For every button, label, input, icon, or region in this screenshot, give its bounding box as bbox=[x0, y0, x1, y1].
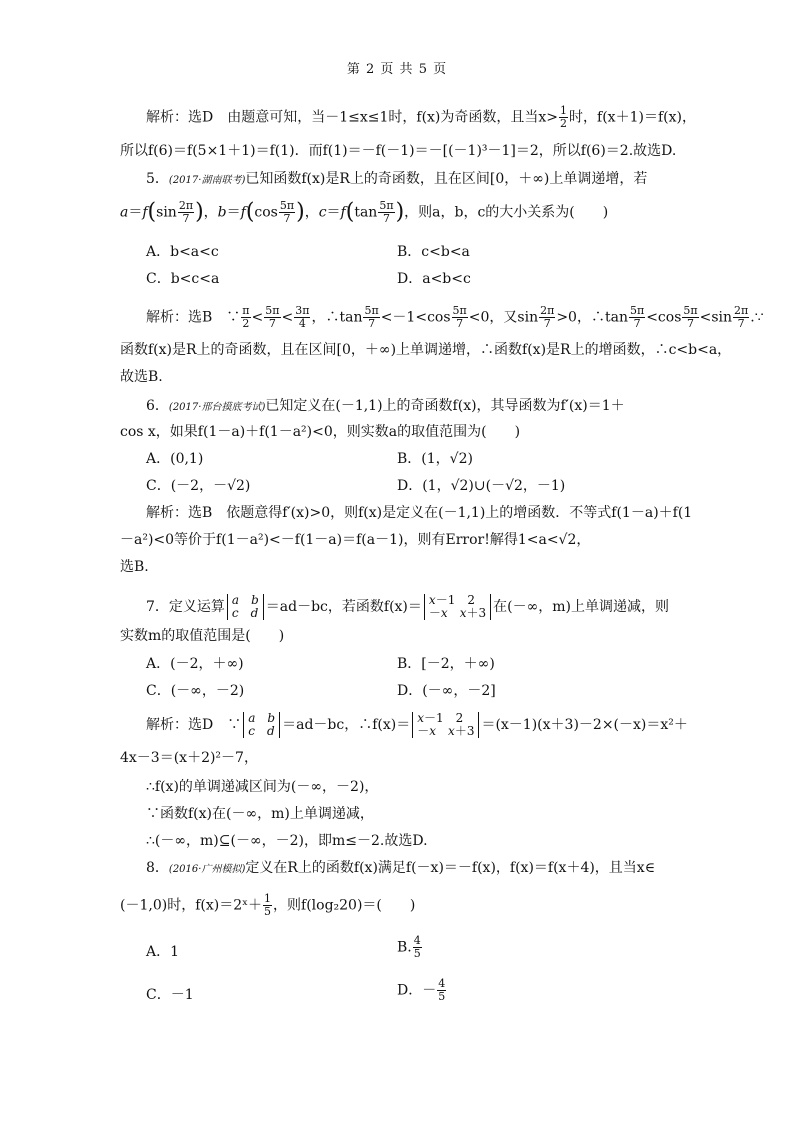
q8-stem-line-1: 8．(2016·广州模拟)定义在R上的函数f(x)满足f(－x)＝－f(x)，f(x)＝f(x＋4)，且当x∈ bbox=[146, 860, 656, 876]
q8-option-c: C．－1 bbox=[146, 987, 194, 1003]
q5-option-b: B．c<b<a bbox=[397, 244, 470, 260]
q5-solution-line-1: 解析：选B ∵ $\frac{\pi}{2}$ < $\frac{5\pi}{7}$ < $\frac{3\pi}{4}$ ，∴tan $\frac{5\pi}{7}$ <－1<cos $\frac{5\pi}{7}$ <0，又sin $\frac{2\pi}{7}$ >0，∴tan $\frac{5\pi}{7}$ <cos $\frac{5\pi}{7}$ <sin $\frac{2\pi}{7}$ .∵ bbox=[146, 304, 764, 330]
q7-stem-line-1: 7．定义运算 a b c d ＝ad－bc，若函数f(x)＝ x－1 2 －x x＋3 在(－∞，m)上单调递减，则 bbox=[146, 593, 670, 620]
q6-solution-line-2: －a²)<0等价于f(1－a²)<－f(1－a)＝f(a－1)，则有Error!解得1<a<√2， bbox=[120, 532, 591, 548]
page-header: 第 2 页 共 5 页 bbox=[346, 62, 448, 77]
q5-solution-line-2: 函数f(x)是R上的奇函数，且在区间[0，＋∞)上单调递增，∴函数f(x)是R上的增函数，∴c<b<a， bbox=[120, 342, 732, 358]
q5-stem-line-1: 5．(2017·湖南联考)已知函数f(x)是R上的奇函数，且在区间[0，＋∞)上单调递增，若 bbox=[146, 171, 648, 187]
q6-option-a: A．(0,1) bbox=[146, 451, 204, 467]
q7-option-b: B．[－2，＋∞) bbox=[397, 656, 495, 672]
q6-solution-line-3: 选B. bbox=[120, 559, 149, 575]
q5-option-d: D．a<b<c bbox=[397, 271, 471, 287]
q8-option-a: A．1 bbox=[146, 944, 180, 960]
q7-solution-line-3: ∴f(x)的单调递减区间为(－∞，－2)， bbox=[146, 779, 379, 795]
q7-stem-line-2: 实数m的取值范围是( ) bbox=[120, 628, 285, 644]
q6-option-b: B．(1，√2) bbox=[397, 451, 473, 467]
q7-option-c: C．(－∞，－2) bbox=[146, 683, 245, 699]
q7-option-a: A．(－2，＋∞) bbox=[146, 656, 244, 672]
q4-solution-line-1: 解析：选D 由题意可知，当－1≤x≤1时，f(x)为奇函数，且当x> $\frac{1}{2}$ 时，f(x＋1)＝f(x)， bbox=[146, 104, 696, 130]
q5-stem-line-2: a＝f(sin $\frac{2\pi}{7}$ )，b＝f(cos $\frac{5\pi}{7}$ )，c＝f(tan $\frac{5\pi}{7}$ )，则a，b，c的大小关系为( ) bbox=[120, 199, 609, 225]
q6-option-c: C．(－2，－√2) bbox=[146, 478, 251, 494]
q5-option-c: C．b<c<a bbox=[146, 271, 220, 287]
q7-solution-line-1: 解析：选D ∵ a b c d ＝ad－bc，∴f(x)＝ x－1 2 －x x＋3 ＝(x－1)(x＋3)－2×(－x)＝x²＋ bbox=[146, 711, 688, 738]
q6-option-d: D．(1，√2)∪(－√2，－1) bbox=[397, 478, 566, 494]
q8-option-b: B. $\frac{4}{5}$ bbox=[397, 934, 421, 960]
q5-option-a: A．b<a<c bbox=[146, 244, 219, 260]
q6-solution-line-1: 解析：选B 依题意得f′(x)>0，则f(x)是定义在(－1,1)上的增函数．不等式f(1－a)＋f(1 bbox=[146, 505, 693, 521]
q7-solution-line-5: ∴(－∞，m)⊆(－∞，－2)，即m≤－2.故选D. bbox=[146, 833, 428, 849]
q8-option-d: D．－ $\frac{4}{5}$ bbox=[397, 977, 446, 1003]
q7-option-d: D．(－∞，－2] bbox=[397, 683, 496, 699]
q4-solution-line-2: 所以f(6)＝f(5×1＋1)＝f(1)．而f(1)＝－f(－1)＝－[(－1)³－1]＝2，所以f(6)＝2.故选D. bbox=[120, 143, 677, 159]
q7-solution-line-4: ∵函数f(x)在(－∞，m)上单调递减， bbox=[146, 806, 374, 822]
q7-solution-line-2: 4x－3＝(x＋2)²－7， bbox=[120, 750, 258, 766]
q6-stem-line-2: cos x，如果f(1－a)＋f(1－a²)<0，则实数a的取值范围为( ) bbox=[120, 424, 521, 440]
q6-stem-line-1: 6．(2017·邢台摸底考试)已知定义在(－1,1)上的奇函数f(x)，其导函数为f′(x)＝1＋ bbox=[146, 398, 625, 414]
q5-solution-line-3: 故选B. bbox=[120, 369, 163, 385]
q8-stem-line-2: (－1,0)时，f(x)＝2ˣ＋ $\frac{1}{5}$ ，则f(log₂20)＝( ) bbox=[120, 892, 416, 918]
